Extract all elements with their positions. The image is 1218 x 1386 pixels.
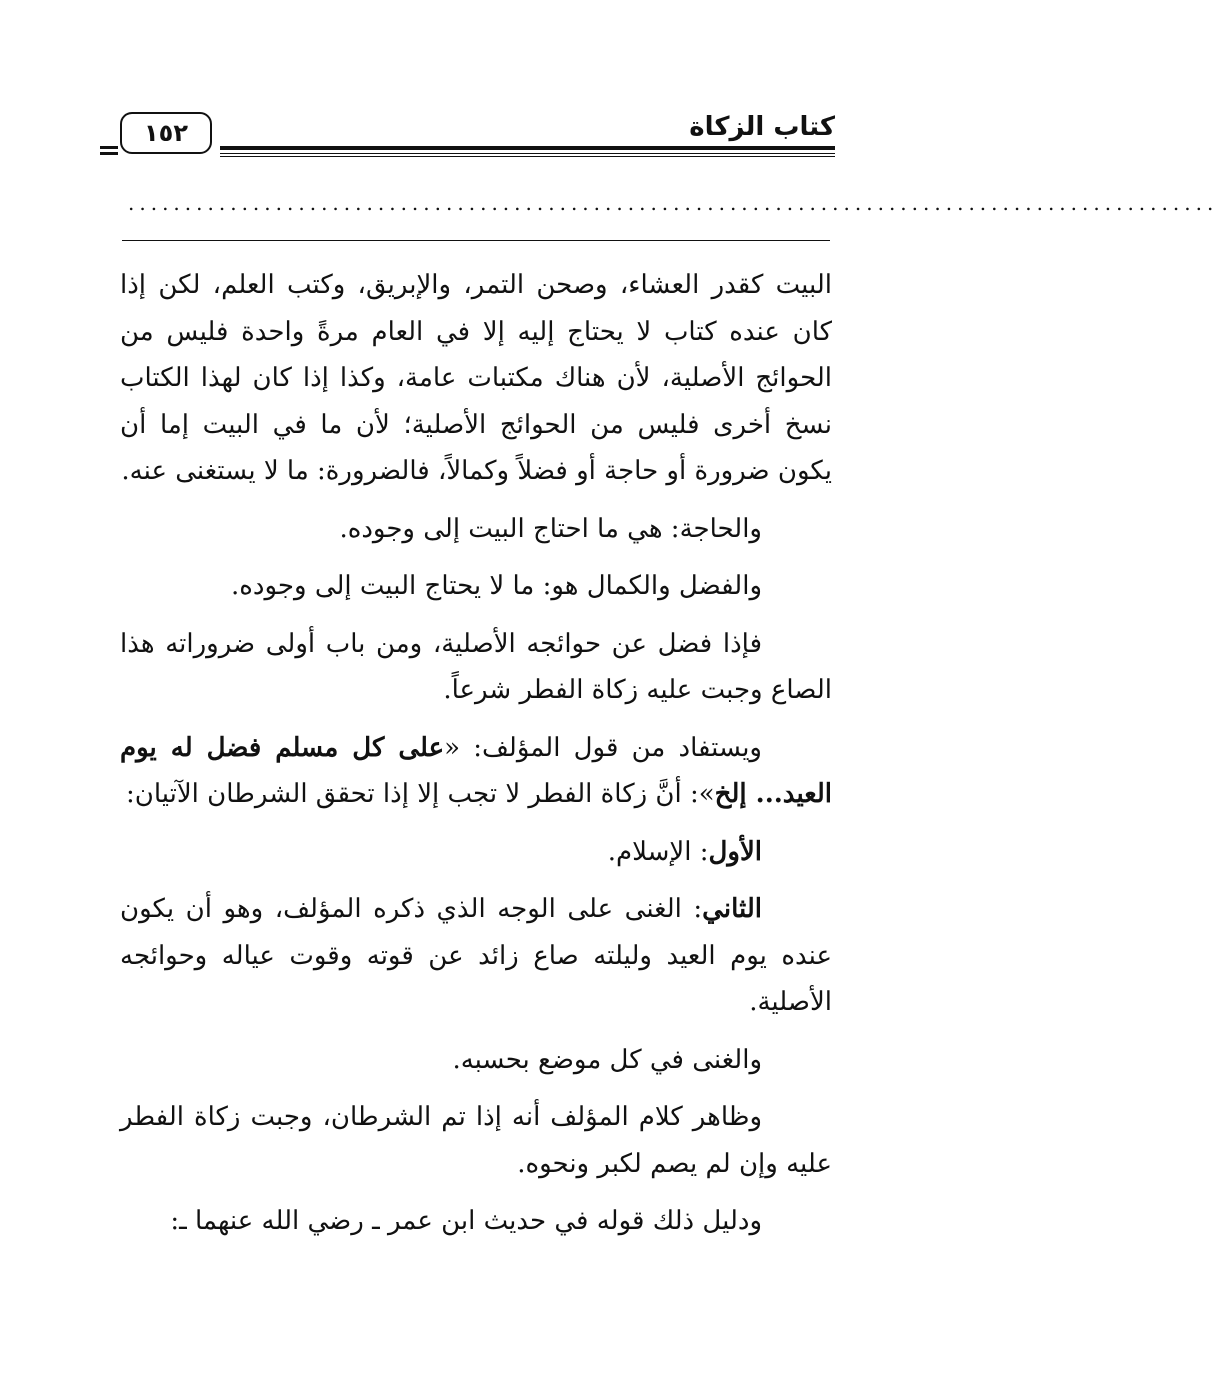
- paragraph: البيت كقدر العشاء، وصحن التمر، والإبريق، وكتب العلم، لكن إذا كان عنده كتاب لا يحتاج إليه إلا في العام مرةً واحدة فليس من الحوائج الأصلية، لأن هناك مكتبات عامة، وكذا إذا كان لهذا الكتاب نسخ أخرى فليس من الحوائج الأصلية؛ لأن ما في البيت إما أن يكون ضرورة أو حاجة أو فضلاً وكمالاً، فالضرورة: ما لا يستغنى عنه.: [120, 270, 832, 486]
- condition-label: الثاني: [702, 894, 762, 924]
- paragraph: والحاجة: هي ما احتاج البيت إلى وجوده.: [339, 513, 762, 544]
- header-rule-thin: [220, 156, 835, 157]
- header-rule-left-2: [100, 152, 118, 155]
- paragraph: والغنى في كل موضع بحسبه.: [452, 1044, 762, 1075]
- header-rule-thick: [220, 146, 835, 150]
- paragraph: والفضل والكمال هو: ما لا يحتاج البيت إلى وجوده.: [231, 571, 762, 601]
- header-rule-thin: [220, 153, 835, 154]
- running-header: [120, 112, 835, 157]
- quote-bold: على كل مسلم فضل له يوم العيد... إلخ: [120, 732, 832, 809]
- footnote-separator: [122, 240, 830, 241]
- paragraph: فإذا فضل عن حوائجه الأصلية، ومن باب أولى ضروراته هذا الصاع وجبت عليه زكاة الفطر شرعاً.: [120, 628, 832, 705]
- body-text: [120, 262, 832, 1256]
- paragraph: وظاهر كلام المؤلف أنه إذا تم الشرطان، وجبت زكاة الفطر عليه وإن لم يصم لكبر ونحوه.: [120, 1102, 832, 1179]
- condition-label: الأول: [708, 836, 762, 867]
- condition-text: : الغنى على الوجه الذي ذكره المؤلف، وهو أن يكون عنده يوم العيد وليلته صاع زائد عن قوته وقوت عياله وحوائجه الأصلية.: [120, 894, 832, 1017]
- book-title: كتاب الزكاة: [689, 112, 835, 142]
- condition-second: [120, 886, 832, 1026]
- quote-tail: »: أنَّ زكاة الفطر لا تجب إلا إذا تحقق الشرطان الآتيان:: [125, 779, 715, 809]
- paragraph: ودليل ذلك قوله في حديث ابن عمر ـ رضي الله عنهما ـ:: [170, 1206, 762, 1236]
- dotted-separator: ................................................................................................: [128, 191, 1218, 215]
- header-rule-left-1: [100, 146, 118, 149]
- condition-first: [120, 829, 832, 876]
- condition-text: : الإسلام.: [607, 836, 709, 867]
- page-number: ١٥٢: [120, 112, 212, 154]
- paragraph-quote: [120, 725, 832, 818]
- quote-lead: ويستفاد من قول المؤلف: «: [444, 732, 762, 763]
